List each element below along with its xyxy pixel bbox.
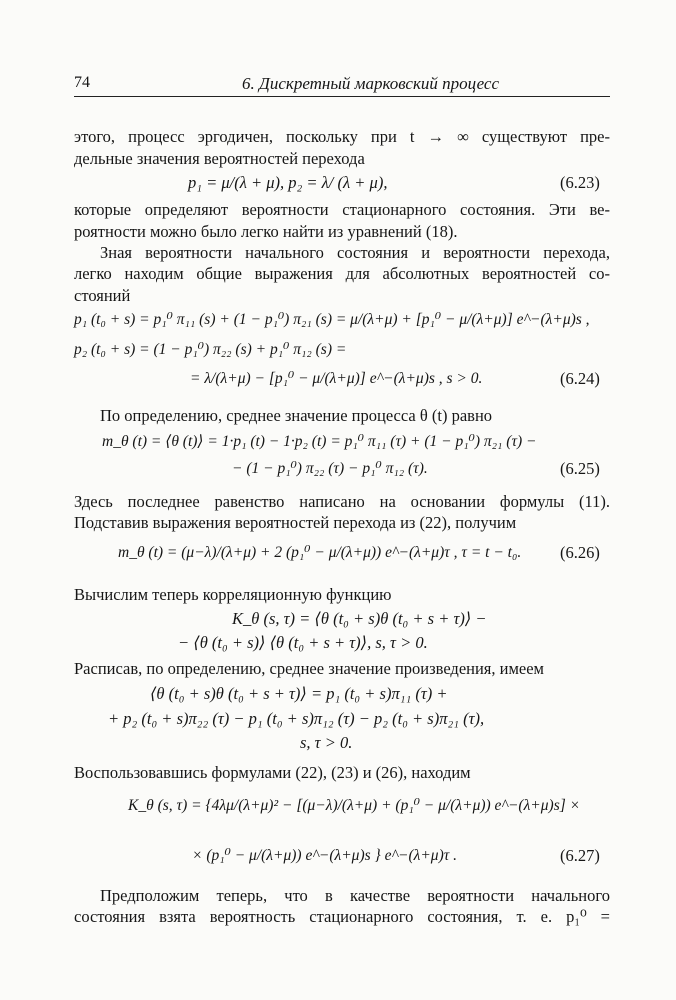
paragraph-line: которые определяют вероятности стационарного состояния. Эти ве- [74, 200, 610, 219]
product-equation-line-3: s, τ > 0. [300, 733, 353, 752]
equation-6-24-line-1: p₁ (t₀ + s) = p₁⁰ π₁₁ (s) + (1 − p₁⁰) π₂₁ (s) = μ/(λ+μ) + [p₁⁰ − μ/(λ+μ)] e^−(λ+μ)s , [74, 311, 590, 328]
equation-number: (6.27) [560, 846, 600, 865]
product-equation-line-2: + p₂ (t₀ + s)π₂₂ (τ) − p₁ (t₀ + s)π₁₂ (τ) − p₂ (t₀ + s)π₂₁ (τ), [108, 709, 485, 728]
equation-6-24-line-2: p₂ (t₀ + s) = (1 − p₁⁰) π₂₂ (s) + p₁⁰ π₁₂ (s) = [74, 341, 347, 358]
equation-6-25-line-2: − (1 − p₁⁰) π₂₂ (τ) − p₁⁰ π₁₂ (τ). [232, 460, 428, 477]
page-header [74, 74, 610, 97]
paragraph-line: Зная вероятности начального состояния и вероятности перехода, [100, 243, 610, 262]
correlation-equation-line-1: K_θ (s, τ) = ⟨θ (t₀ + s)θ (t₀ + s + τ)⟩ − [232, 609, 487, 628]
equation-6-26: m_θ (t) = (μ−λ)/(λ+μ) + 2 (p₁⁰ − μ/(λ+μ)) e^−(λ+μ)τ , τ = t − t₀. [118, 544, 522, 561]
paragraph-line: Вычислим теперь корреляционную функцию [74, 585, 392, 604]
paragraph-line: стояний [74, 286, 131, 305]
paragraph-line: Предположим теперь, что в качестве вероятности начального [100, 886, 610, 905]
equation-6-27-line-1: K_θ (s, τ) = {4λμ/(λ+μ)² − [(μ−λ)/(λ+μ) + (p₁⁰ − μ/(λ+μ)) e^−(λ+μ)s] × [128, 797, 581, 814]
correlation-equation-line-2: − ⟨θ (t₀ + s)⟩ ⟨θ (t₀ + s + τ)⟩, s, τ > 0. [178, 633, 428, 652]
equation-number: (6.24) [560, 369, 600, 388]
running-title: 6. Дискретный марковский процесс [242, 74, 500, 93]
equation-6-24-line-3: = λ/(λ+μ) − [p₁⁰ − μ/(λ+μ)] e^−(λ+μ)s , s > 0. [190, 370, 483, 387]
product-equation-line-1: ⟨θ (t₀ + s)θ (t₀ + s + τ)⟩ = p₁ (t₀ + s)π₁₁ (τ) + [150, 684, 448, 703]
page-number: 74 [74, 74, 90, 91]
paragraph-line: дельные значения вероятностей перехода [74, 149, 365, 168]
paragraph-line: состояния взята вероятность стационарного состояния, т. е. p₁⁰ = [74, 907, 610, 926]
paragraph-line: Здесь последнее равенство написано на основании формулы (11). [74, 492, 610, 511]
equation-6-23: p₁ = μ/(λ + μ), p₂ = λ/ (λ + μ), [188, 173, 388, 192]
paragraph-line: легко находим общие выражения для абсолютных вероятностей со- [74, 264, 610, 283]
equation-number: (6.23) [560, 173, 600, 192]
paragraph-line: этого, процесс эргодичен, поскольку при t → ∞ существуют пре- [74, 127, 610, 146]
paragraph-line: Воспользовавшись формулами (22), (23) и (26), находим [74, 763, 471, 782]
equation-6-25-line-1: m_θ (t) = ⟨θ (t)⟩ = 1·p₁ (t) − 1·p₂ (t) = p₁⁰ π₁₁ (τ) + (1 − p₁⁰) π₂₁ (τ) − [102, 433, 537, 450]
paragraph-line: Расписав, по определению, среднее значение произведения, имеем [74, 659, 545, 678]
equation-6-27-line-2: × (p₁⁰ − μ/(λ+μ)) e^−(λ+μ)s } e^−(λ+μ)τ . [192, 847, 458, 864]
paragraph-line: По определению, среднее значение процесса θ (t) равно [100, 406, 493, 425]
paragraph-line: роятности можно было легко найти из уравнений (18). [74, 222, 458, 241]
equation-number: (6.25) [560, 459, 600, 478]
paragraph-line: Подставив выражения вероятностей перехода из (22), получим [74, 513, 517, 532]
equation-number: (6.26) [560, 543, 600, 562]
